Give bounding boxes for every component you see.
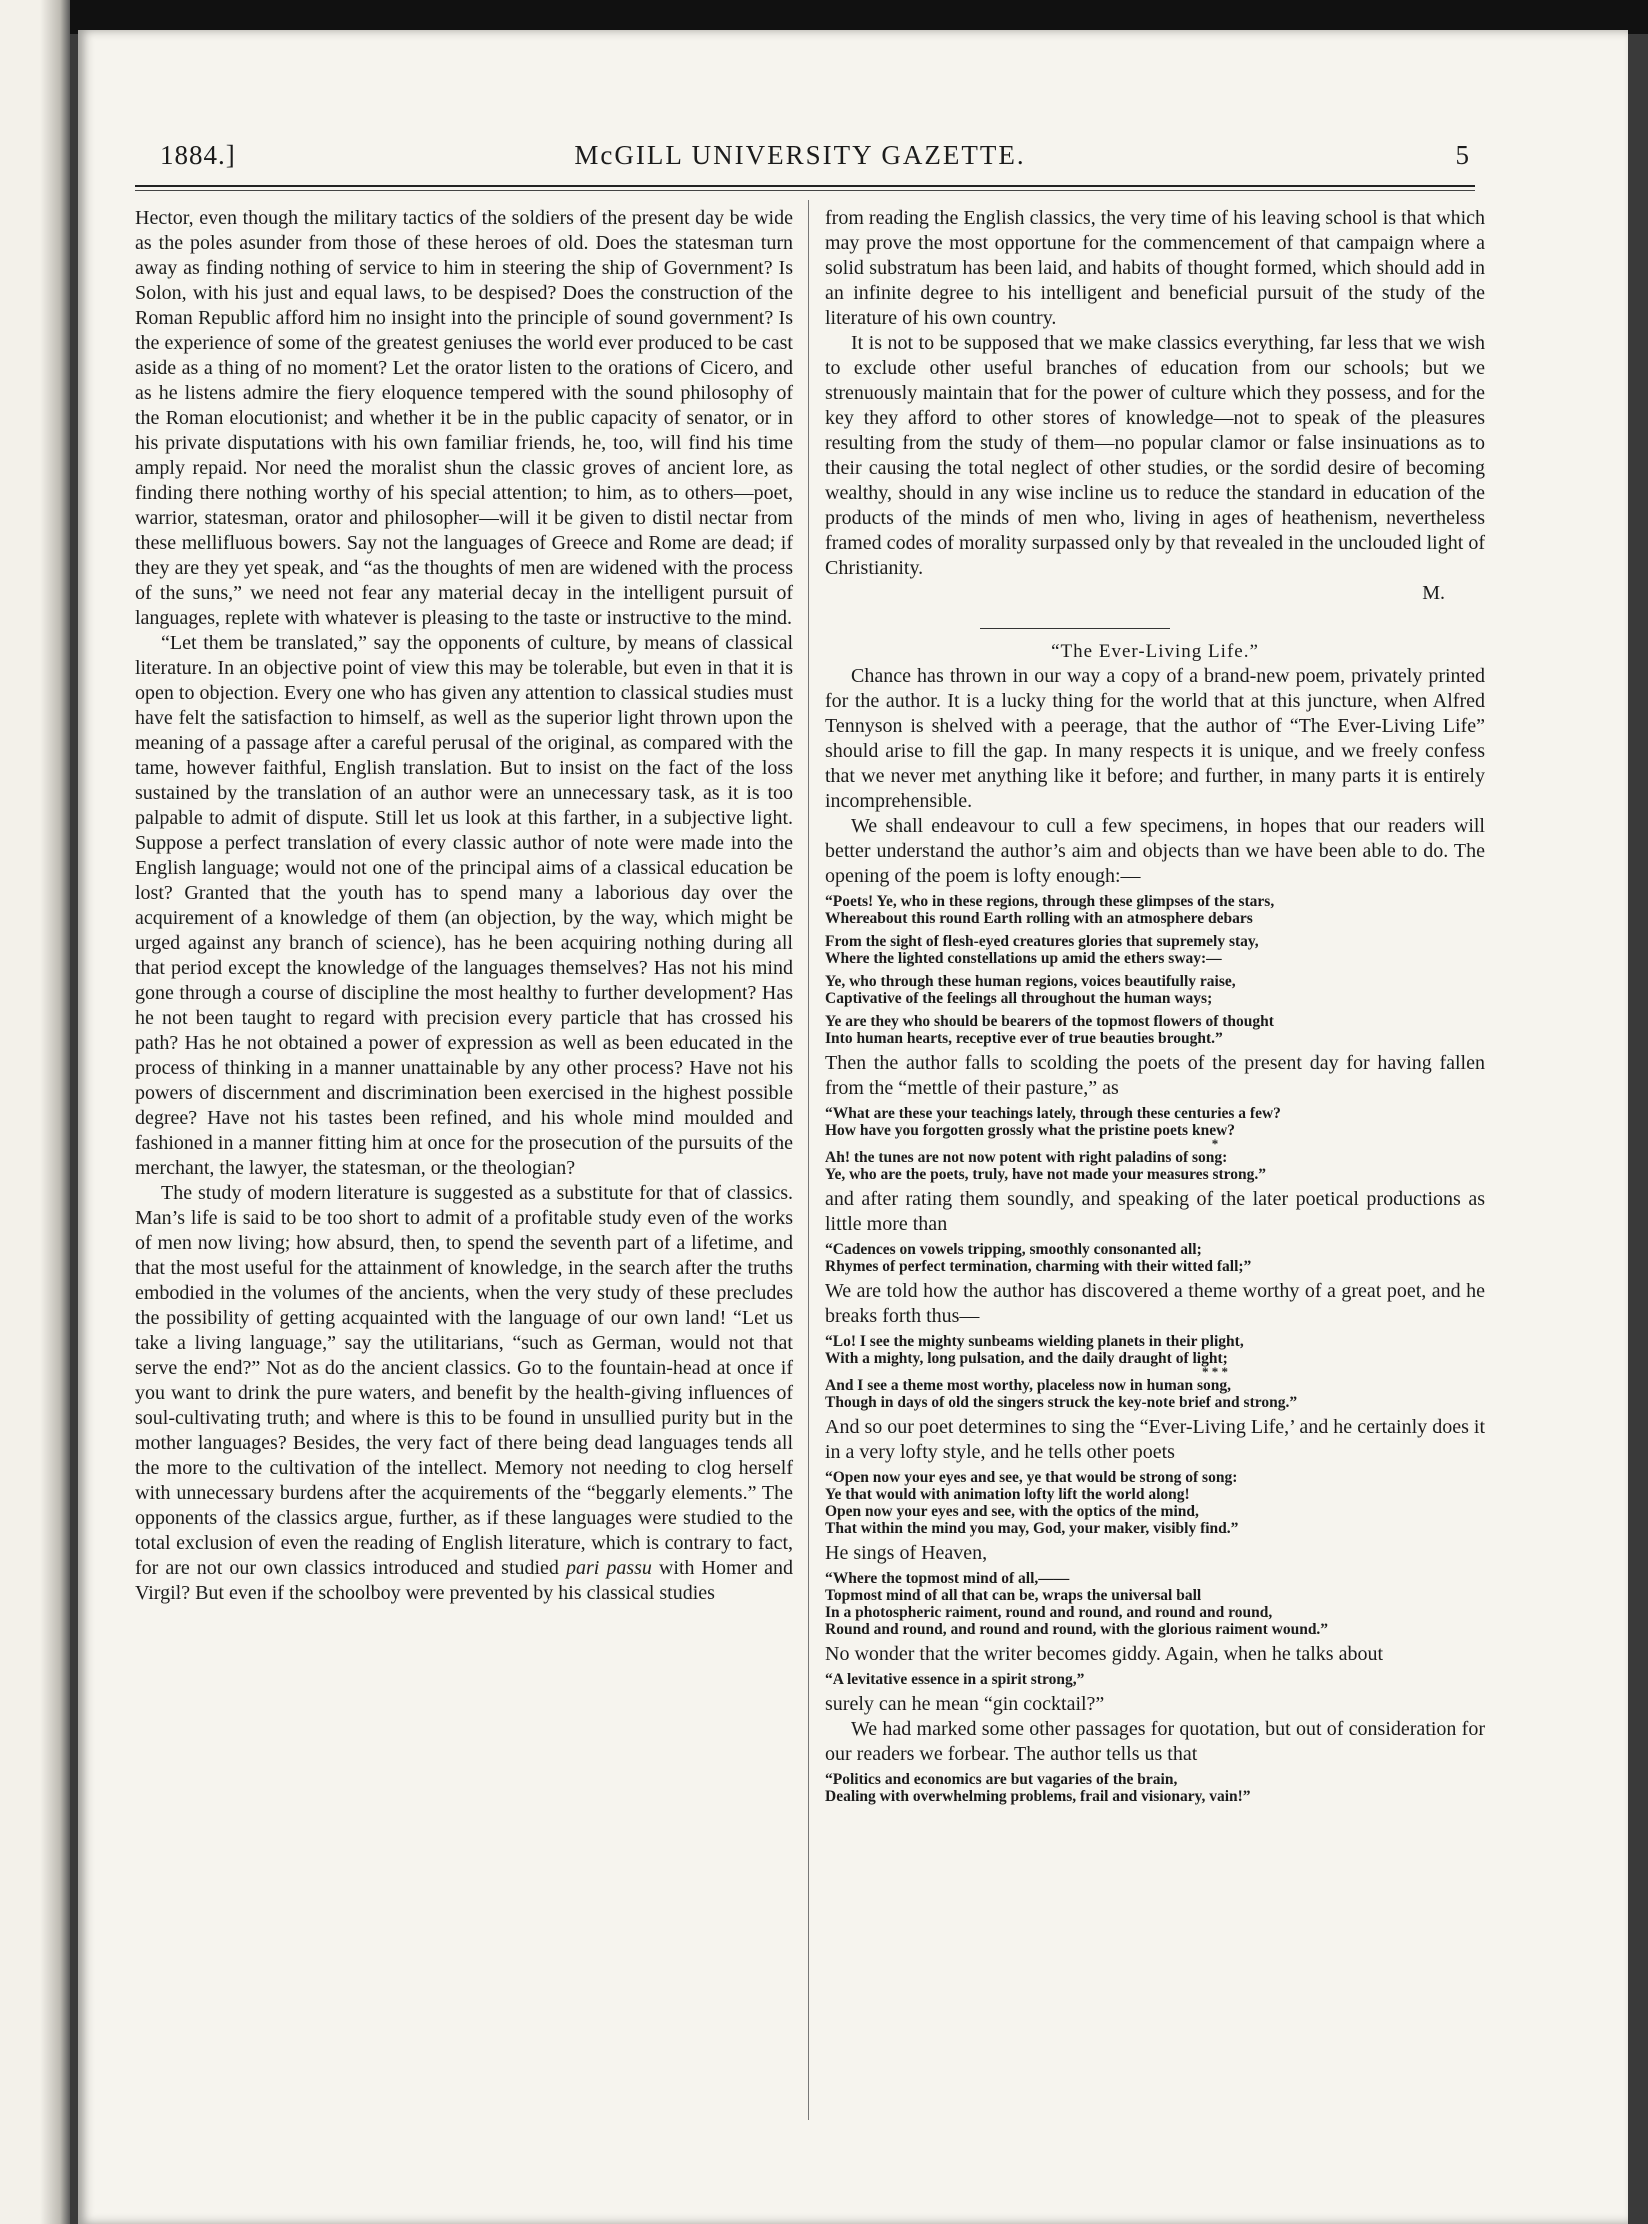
paragraph: and after rating them soundly, and speaking of the later poetical productions as little more than <box>825 1188 1485 1235</box>
verse-line: Captivative of the feelings all throughout the human ways; <box>825 990 1213 1007</box>
verse-line: Ah! the tunes are not now potent with right paladins of song: <box>825 1149 1228 1166</box>
verse-quote <box>825 1241 1485 1275</box>
previous-page-edge <box>0 0 70 2224</box>
verse-line: “What are these your teachings lately, through these centuries a few? <box>825 1105 1281 1122</box>
verse-line: Where the lighted constellations up amid the ethers sway:— <box>825 950 1222 967</box>
ellipsis-stars: * * * <box>1202 1364 1228 1379</box>
header-rule-thin <box>135 190 1475 191</box>
header-rule <box>135 185 1475 187</box>
verse-line: “Lo! I see the mighty sunbeams wielding planets in their plight, <box>825 1333 1244 1350</box>
article-title: “The Ever-Living Life.” <box>1051 641 1259 662</box>
verse-line: Rhymes of perfect termination, charming with their witted fall;” <box>825 1258 1252 1275</box>
verse-line: Into human hearts, receptive ever of true beauties brought.” <box>825 1030 1223 1047</box>
paragraph: Then the author falls to scolding the poets of the present day for having fallen from the “mettle of their pasture,” as <box>825 1052 1485 1099</box>
verse-line: “Where the topmost mind of all,—— <box>825 1570 1070 1587</box>
paragraph: We had marked some other passages for quotation, but out of consideration for our readers we forbear. The author tells us that <box>825 1718 1485 1765</box>
scan-top-border <box>0 0 1648 34</box>
verse-line: That within the mind you may, God, your maker, visibly find.” <box>825 1520 1239 1537</box>
verse-quote <box>825 1469 1485 1537</box>
section-rule <box>980 628 1170 629</box>
paragraph-text: with Homer and Virgil? But even if the schoolboy were prevented by his classical studies <box>135 1557 794 1604</box>
author-signature: M. <box>1422 582 1445 604</box>
verse-line: “Poets! Ye, who in these regions, through these glimpses of the stars, <box>825 893 1275 910</box>
verse-line: Ye, who through these human regions, voices beautifully raise, <box>825 973 1236 990</box>
paragraph: It is not to be supposed that we make classics everything, far less that we wish to exclude other useful branches of education from our schools; but we strenuously maintain that for the power of culture which they possess, and for the key they afford to other stores of knowledge—not to speak of the pleasures resulting from the study of them—no popular clamor or false insinuations as to their causing the total neglect of other studies, or the sordid desire of becoming wealthy, should in any wise incline us to reduce the standard in education of the products of the minds of men who, living in ages of heathenism, nevertheless framed codes of morality surpassed only by that revealed in the unclouded light of Christianity. <box>825 332 1485 579</box>
header-year: 1884.] <box>160 140 236 170</box>
paragraph: surely can he mean “gin cocktail?” <box>825 1693 1105 1715</box>
latin-phrase: pari passu <box>565 1557 652 1579</box>
verse-line: Round and round, and round and round, with the glorious raiment wound.” <box>825 1621 1329 1638</box>
verse-quote <box>825 1570 1485 1638</box>
verse-line: Dealing with overwhelming problems, frail and visionary, vain!” <box>825 1788 1251 1805</box>
verse-quote <box>825 1671 1485 1688</box>
paragraph: from reading the English classics, the very time of his leaving school is that which may prove the most opportune for the commencement of that campaign where a solid substratum has been laid, and habits of thought formed, which should add in an infinite degree to his intelligent and beneficial pursuit of the study of the literature of his own country. <box>825 207 1485 329</box>
verse-line: Open now your eyes and see, with the optics of the mind, <box>825 1503 1199 1520</box>
verse-line: Ye, who are the poets, truly, have not made your measures strong.” <box>825 1166 1267 1183</box>
verse-line: Whereabout this round Earth rolling with an atmosphere debars <box>825 910 1253 927</box>
paragraph: “Let them be translated,” say the opponents of culture, by means of classical literature. In an objective point of view this may be tolerable, but even in that it is open to objection. Every one who has given any attention to classical studies must have felt the satisfaction to himself, as well as the superior light thrown upon the meaning of a passage after a careful perusal of the original, as compared with the tame, however faithful, English translation. But to insist on the fact of the loss sustained by the translation of an author were an unnecessary task, as it is too palpable to admit of dispute. Still let us look at this farther, in a subjective light. Suppose a perfect translation of every classic author of note were made into the English language; would not one of the principal aims of a classical education be lost? Granted that the youth has to spend many a laborious day over the acquirement of a knowledge of them (an objection, by the way, which might be urged against any branch of science), has he been acquiring nothing during all that period except the knowledge of the languages themselves? Has not his mind gone through a course of discipline the most healthy to further development? Has he not been taught to regard with precision every particle that has crossed his path? Has he not obtained a power of expression as well as been educated in the process of thinking in a manner unattainable by any other process? Have not his powers of discernment and discrimination been exercised in the highest possible degree? Have not his tastes been refined, and his whole mind moulded and fashioned in a manner fitting him at once for the prosecution of the pursuits of the merchant, the lawyer, the statesman, or the theologian? <box>135 632 793 1179</box>
paragraph: We shall endeavour to cull a few specimens, in hopes that our readers will better understand the author’s aim and objects than we have been able to do. The opening of the poem is lofty enough:— <box>825 815 1485 887</box>
paragraph: And so our poet determines to sing the “Ever-Living Life,’ and he certainly does it in a very lofty style, and he tells other poets <box>825 1416 1485 1463</box>
verse-line: In a photospheric raiment, round and round, and round and round, <box>825 1604 1273 1621</box>
verse-quote <box>825 893 1485 1047</box>
verse-line: “Open now your eyes and see, ye that would be strong of song: <box>825 1469 1238 1486</box>
ellipsis-stars: * <box>1211 1136 1219 1151</box>
verse-line: “Cadences on vowels tripping, smoothly consonanted all; <box>825 1241 1202 1258</box>
paragraph: No wonder that the writer becomes giddy. Again, when he talks about <box>825 1643 1384 1665</box>
paragraph: He sings of Heaven, <box>825 1542 988 1564</box>
verse-line: “A levitative essence in a spirit strong,” <box>825 1671 1085 1688</box>
verse-line: “Politics and economics are but vagaries of the brain, <box>825 1771 1178 1788</box>
verse-line: And I see a theme most worthy, placeless now in human song, <box>825 1377 1232 1394</box>
running-header <box>130 140 1470 180</box>
column-divider <box>808 200 809 2120</box>
paragraph: Hector, even though the military tactics of the soldiers of the present day be wide as the poles asunder from those of these heroes of old. Does the statesman turn away as finding nothing of service to him in steering the ship of Government? Is Solon, with his just and equal laws, to be despised? Does the construction of the Roman Republic afford him no insight into the principle of sound government? Is the experience of some of the greatest geniuses the world ever produced to be cast aside as a thing of no moment? Let the orator listen to the orations of Cicero, and as he listens admire the fiery eloquence tempered with the sound philosophy of the Roman elocutionist; and whether it be in the public capacity of senator, or in his private disputations with his own familiar friends, he, too, will find his time amply repaid. Nor need the moralist shun the classic groves of ancient lore, as finding there nothing worthy of his special attention; to him, as to others—poet, warrior, statesman, orator and philosopher—will it be given to distil nectar from these mellifluous bowers. Say not the languages of Greece and Rome are dead; if they are they yet speak, and “as the thoughts of men are widened with the process of the suns,” we need not fear any material decay in the intelligent pursuit of languages, replete with whatever is pleasing to the taste or instructive to the mind. <box>135 207 793 629</box>
verse-line: Topmost mind of all that can be, wraps the universal ball <box>825 1587 1202 1604</box>
right-column <box>825 206 1485 1809</box>
verse-line: From the sight of flesh-eyed creatures glories that supremely stay, <box>825 933 1259 950</box>
left-column <box>135 206 793 1606</box>
verse-line: Ye are they who should be bearers of the topmost flowers of thought <box>825 1013 1274 1030</box>
verse-line: How have you forgotten grossly what the pristine poets knew? <box>825 1122 1236 1139</box>
paragraph: Chance has thrown in our way a copy of a brand-new poem, privately printed for the author. It is a lucky thing for the world that at this juncture, when Alfred Tennyson is shelved with a peerage, that the author of “The Ever-Living Life” should arise to fill the gap. In many respects it is unique, and we freely confess that we never met anything like it before; and further, in many parts it is entirely incomprehensible. <box>825 665 1485 812</box>
verse-quote <box>825 1105 1485 1183</box>
header-title: McGILL UNIVERSITY GAZETTE. <box>574 140 1026 170</box>
paragraph-text: The study of modern literature is suggested as a substitute for that of classics. Man’s life is said to be too short to admit of a profitable study even of the works of men now living; how absurd, then, to spend the seventh part of a lifetime, and that the most useful for the attainment of knowledge, in the search after the truths embodied in the volumes of the ancients, when the very study of these precludes the possibility of getting acquainted with the language of our own land! “Let us take a living language,” say the utilitarians, “such as German, would not that serve the end?” Not as do the ancient classics. Go to the fountain-head at once if you want to drink the pure waters, and benefit by the health-giving influences of soul-cultivating truth; and where is this to be found in unsullied purity but in the mother languages? Besides, the very fact of there being dead languages tends all the more to the cultivation of the intellect. Memory not needing to clog herself with unnecessary burdens after the acquirements of the “beggarly elements.” The opponents of the classics argue, further, as if these languages were studied to the total exclusion of even the reading of English literature, which is contrary to fact, for are not our own classics introduced and studied <box>135 1182 793 1579</box>
verse-quote <box>825 1771 1485 1805</box>
paragraph: We are told how the author has discovered a theme worthy of a great poet, and he breaks forth thus— <box>825 1280 1485 1327</box>
verse-line: Ye that would with animation lofty lift the world along! <box>825 1486 1190 1503</box>
verse-quote <box>825 1333 1485 1411</box>
paragraph <box>135 1181 793 1606</box>
header-page-number: 5 <box>1455 140 1470 170</box>
verse-line: With a mighty, long pulsation, and the daily draught of light; <box>825 1350 1228 1367</box>
verse-line: Though in days of old the singers struck the key-note brief and strong.” <box>825 1394 1298 1411</box>
